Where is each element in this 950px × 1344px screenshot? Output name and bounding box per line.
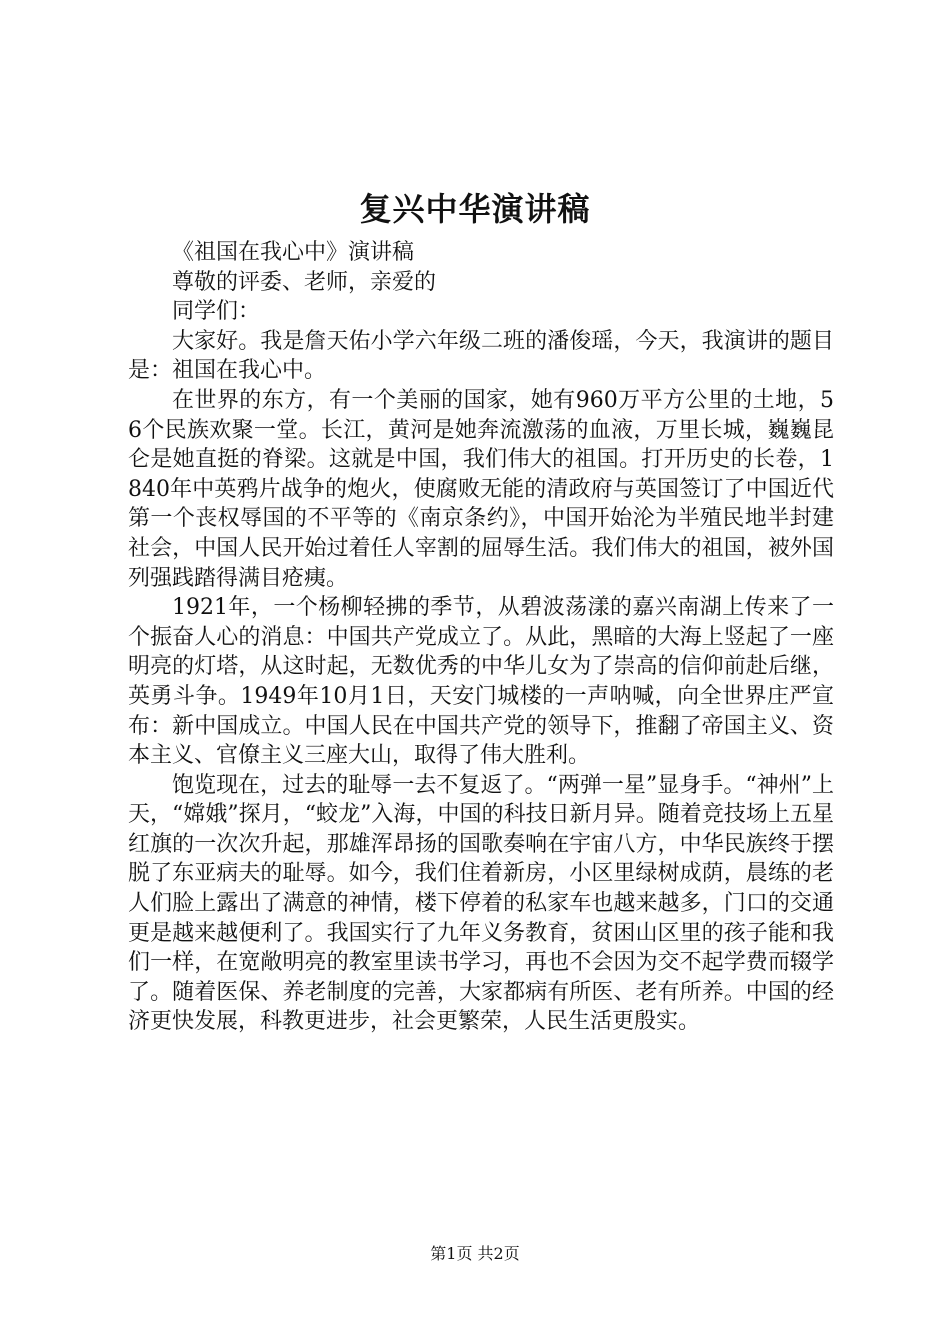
paragraph-present: 饱览现在，过去的耻辱一去不复返了。“两弹一星”显身手。“神州”上天，“嫦娥”探月，“蛟龙”入海，中国的科技日新月异。随着竞技场上五星红旗的一次次升起，那雄浑昂扬的国歌奏响在宇宙八方，中华民族终于摆脱了东亚病夫的耻辱。如今，我们住着新房，小区里绿树成荫，晨练的老人们脸上露出了满意的神情，楼下停着的私家车也越来越多，门口的交通更是越来越便利了。我国实行了九年义务教育，贫困山区里的孩子能和我们一样，在宽敞明亮的教室里读书学习，再也不会因为交不起学费而辍学了。随着医保、养老制度的完善，大家都病有所医、老有所养。中国的经济更快发展，科教更进步，社会更繁荣，人民生活更殷实。 (128, 772, 834, 1035)
document-body (128, 238, 834, 1037)
paragraph-history: 在世界的东方，有一个美丽的国家，她有960万平方公里的土地，56个民族欢聚一堂。长江，黄河是她奔流激荡的血液，万里长城，巍巍昆仑是她直挺的脊梁。这就是中国，我们伟大的祖国。打开历史的长卷，1840年中英鸦片战争的炮火，使腐败无能的清政府与英国签订了中国近代第一个丧权辱国的不平等的《南京条约》，中国开始沦为半殖民地半封建社会，中国人民开始过着任人宰割的屈辱生活。我们伟大的祖国，被外国列强践踏得满目疮痍。 (128, 387, 834, 591)
paragraph-speech-title: 《祖国在我心中》演讲稿 (172, 240, 415, 265)
paragraph-salutation: 尊敬的评委、老师，亲爱的 (172, 269, 437, 295)
paragraph-salutation-continued: 同学们： (172, 299, 261, 325)
page-number-footer: 第1页 共2页 (430, 1244, 520, 1263)
paragraph-greeting: 大家好。我是詹天佑小学六年级二班的潘俊瑶，今天，我演讲的题目是：祖国在我心中。 (128, 328, 834, 384)
document-title: 复兴中华演讲稿 (359, 190, 591, 228)
paragraph-founding: 1921年，一个杨柳轻拂的季节，从碧波荡漾的嘉兴南湖上传来了一个振奋人心的消息：中国共产党成立了。从此，黑暗的大海上竖起了一座明亮的灯塔，从这时起，无数优秀的中华儿女为了崇高的信仰前赴后继，英勇斗争。1949年10月1日，天安门城楼的一声呐喊，向全世界庄严宣布：新中国成立。中国人民在中国共产党的领导下，推翻了帝国主义、资本主义、官僚主义三座大山，取得了伟大胜利。 (128, 595, 834, 769)
